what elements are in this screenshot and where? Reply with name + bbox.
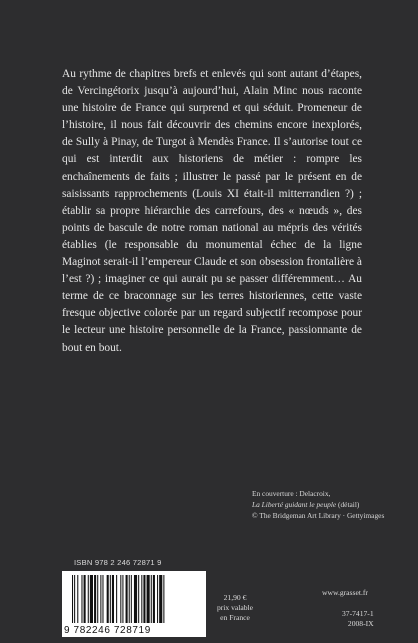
price-region: en France [220, 613, 250, 622]
credit-line-1: En couverture : Delacroix, [252, 489, 331, 498]
publisher-code-1: 37-7417-1 [342, 609, 374, 618]
barcode-digits: 9 782246 728719 [64, 625, 151, 636]
price-block [207, 593, 263, 623]
publisher-codes [342, 609, 374, 629]
credit-line-3: © The Bridgeman Art Library · Gettyimages [252, 511, 385, 520]
price-validity: prix valable [216, 603, 254, 612]
price-amount: 21,90 € [223, 593, 247, 602]
cover-credits [252, 488, 412, 521]
artwork-title: La Liberté guidant le peuple [252, 500, 337, 509]
back-cover-blurb: Au rythme de chapitres brefs et enlevés qui sont autant d’étapes, de Vercingétorix jusqu’à aujourd’hui, Alain Minc nous raconte une histoire de France qui surprend et qui séduit. Promeneur de l’histoire, il nous fait découvrir des chemins encore inexplorés, de Sully à Pinay, de Turgot à Mendès France. Il s’autorise tout ce qui est interdit aux historiens de métier : rompre les enchaînements de faits ; illustrer le passé par le présent en de saisissants rapprochements (Louis XI était-il mitterrandien ?) ; établir sa propre hiérarchie des carrefours, des « nœuds », des points de bascule de notre roman national au mépris des vérités établies (le responsable du monumental échec de la ligne Maginot serait-il l’empereur Claude et son obsession frontalière à l’est ?) ; imaginer ce qui aurait pu se passer différemment… Au terme de ce braconnage sur les terres historiennes, cette vaste fresque objective colorée par un regard subjectif recompose pour le lecteur une histoire personnelle de la France, passionnante de bout en bout. [62, 68, 362, 354]
credit-line-2 [252, 499, 412, 510]
barcode-bars-icon [72, 575, 198, 623]
artwork-detail: (détail) [336, 500, 360, 509]
barcode [62, 571, 206, 637]
publisher-website: www.grasset.fr [322, 588, 368, 597]
isbn-label: ISBN 978 2 246 72871 9 [74, 558, 162, 567]
publisher-code-2: 2008-IX [347, 619, 374, 628]
